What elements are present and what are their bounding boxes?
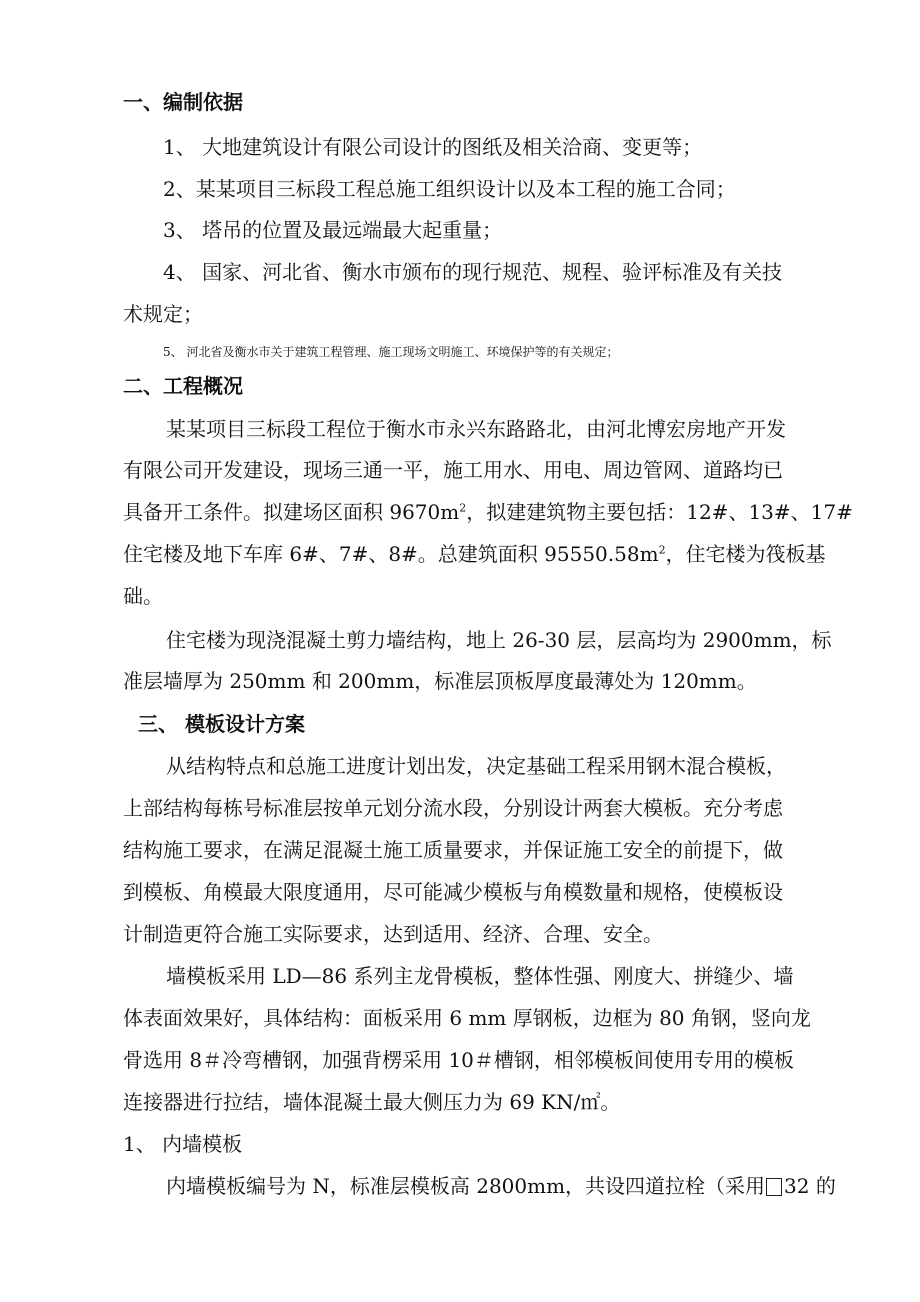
s3-p3-text-a: 内墙模板编号为 N，标准层模板高 2800mm，共设四道拉栓（采用 (166, 1174, 766, 1198)
superscript-2: 2 (459, 501, 467, 515)
s3-p2-line-2: 体表面效果好，具体结构：面板采用 6 mm 厚钢板，边框为 80 角钢，竖向龙 (123, 1006, 811, 1030)
s2-p1-line-3-b: ，拟建建筑物主要包括：12#、13#、17# (466, 500, 853, 524)
square-box-icon (766, 1178, 782, 1196)
s2-p1-line-5: 础。 (123, 584, 163, 608)
s3-p3-line-1 (166, 1172, 836, 1200)
s3-p1-line-2: 上部结构每栋号标准层按单元划分流水段，分别设计两套大模板。充分考虑 (123, 796, 783, 820)
s2-heading: 二、工程概况 (123, 374, 243, 398)
s2-p1-line-3 (123, 498, 853, 526)
s1-item-4-line-1: 4、 国家、河北省、衡水市颁布的现行规范、规程、验评标准及有关技 (163, 260, 783, 284)
s3-heading: 三、 模板设计方案 (138, 712, 305, 736)
s1-item-1: 1、 大地建筑设计有限公司设计的图纸及相关洽商、变更等； (163, 135, 703, 159)
s3-p2-line-1: 墙模板采用 LD—86 系列主龙骨模板，整体性强、刚度大、拼缝少、墙 (166, 964, 794, 988)
s3-sub-heading-1: 1、 内墙模板 (123, 1132, 243, 1156)
s3-p2-line-4: 连接器进行拉结，墙体混凝土最大侧压力为 69 KN/㎡。 (123, 1090, 621, 1114)
s3-p2-line-3: 骨选用 8＃冷弯槽钢，加强背楞采用 10＃槽钢，相邻模板间使用专用的模板 (123, 1048, 794, 1072)
s2-p2-line-1: 住宅楼为现浇混凝土剪力墙结构，地上 26-30 层，层高均为 2900mm，标 (166, 628, 832, 652)
s2-p1-line-1: 某某项目三标段工程位于衡水市永兴东路路北，由河北博宏房地产开发 (166, 417, 786, 441)
s3-p1-line-3: 结构施工要求，在满足混凝土施工质量要求，并保证施工安全的前提下，做 (123, 838, 783, 862)
s2-p1-line-4 (123, 540, 826, 568)
s3-p1-line-5: 计制造更符合施工实际要求，达到适用、经济、合理、安全。 (123, 922, 663, 946)
s1-item-4-line-2: 术规定； (123, 302, 203, 326)
s2-p1-line-4-a: 住宅楼及地下车库 6#、7#、8#。总建筑面积 95550.58m (123, 542, 659, 566)
s1-item-3: 3、 塔吊的位置及最远端最大起重量； (163, 218, 503, 242)
s2-p1-line-3-a: 具备开工条件。拟建场区面积 9670m (123, 500, 460, 524)
superscript-2: 2 (658, 543, 666, 557)
s1-item-5: 5、 河北省及衡水市关于建筑工程管理、施工现场文明施工、环境保护等的有关规定； (163, 345, 619, 359)
s1-item-2: 2、某某项目三标段工程总施工组织设计以及本工程的施工合同； (163, 177, 736, 201)
s2-p1-line-2: 有限公司开发建设，现场三通一平，施工用水、用电、周边管网、道路均已 (123, 458, 783, 482)
s1-heading: 一、编制依据 (123, 90, 243, 114)
s2-p2-line-2: 准层墙厚为 250mm 和 200mm，标准层顶板厚度最薄处为 120mm。 (123, 669, 757, 693)
s3-p1-line-4: 到模板、角模最大限度通用，尽可能减少模板与角模数量和规格，使模板设 (123, 880, 783, 904)
s3-p1-line-1: 从结构特点和总施工进度计划出发，决定基础工程采用钢木混合模板， (166, 754, 786, 778)
s3-p3-text-b: 32 的 (784, 1174, 836, 1198)
s2-p1-line-4-b: ，住宅楼为筏板基 (665, 542, 826, 566)
